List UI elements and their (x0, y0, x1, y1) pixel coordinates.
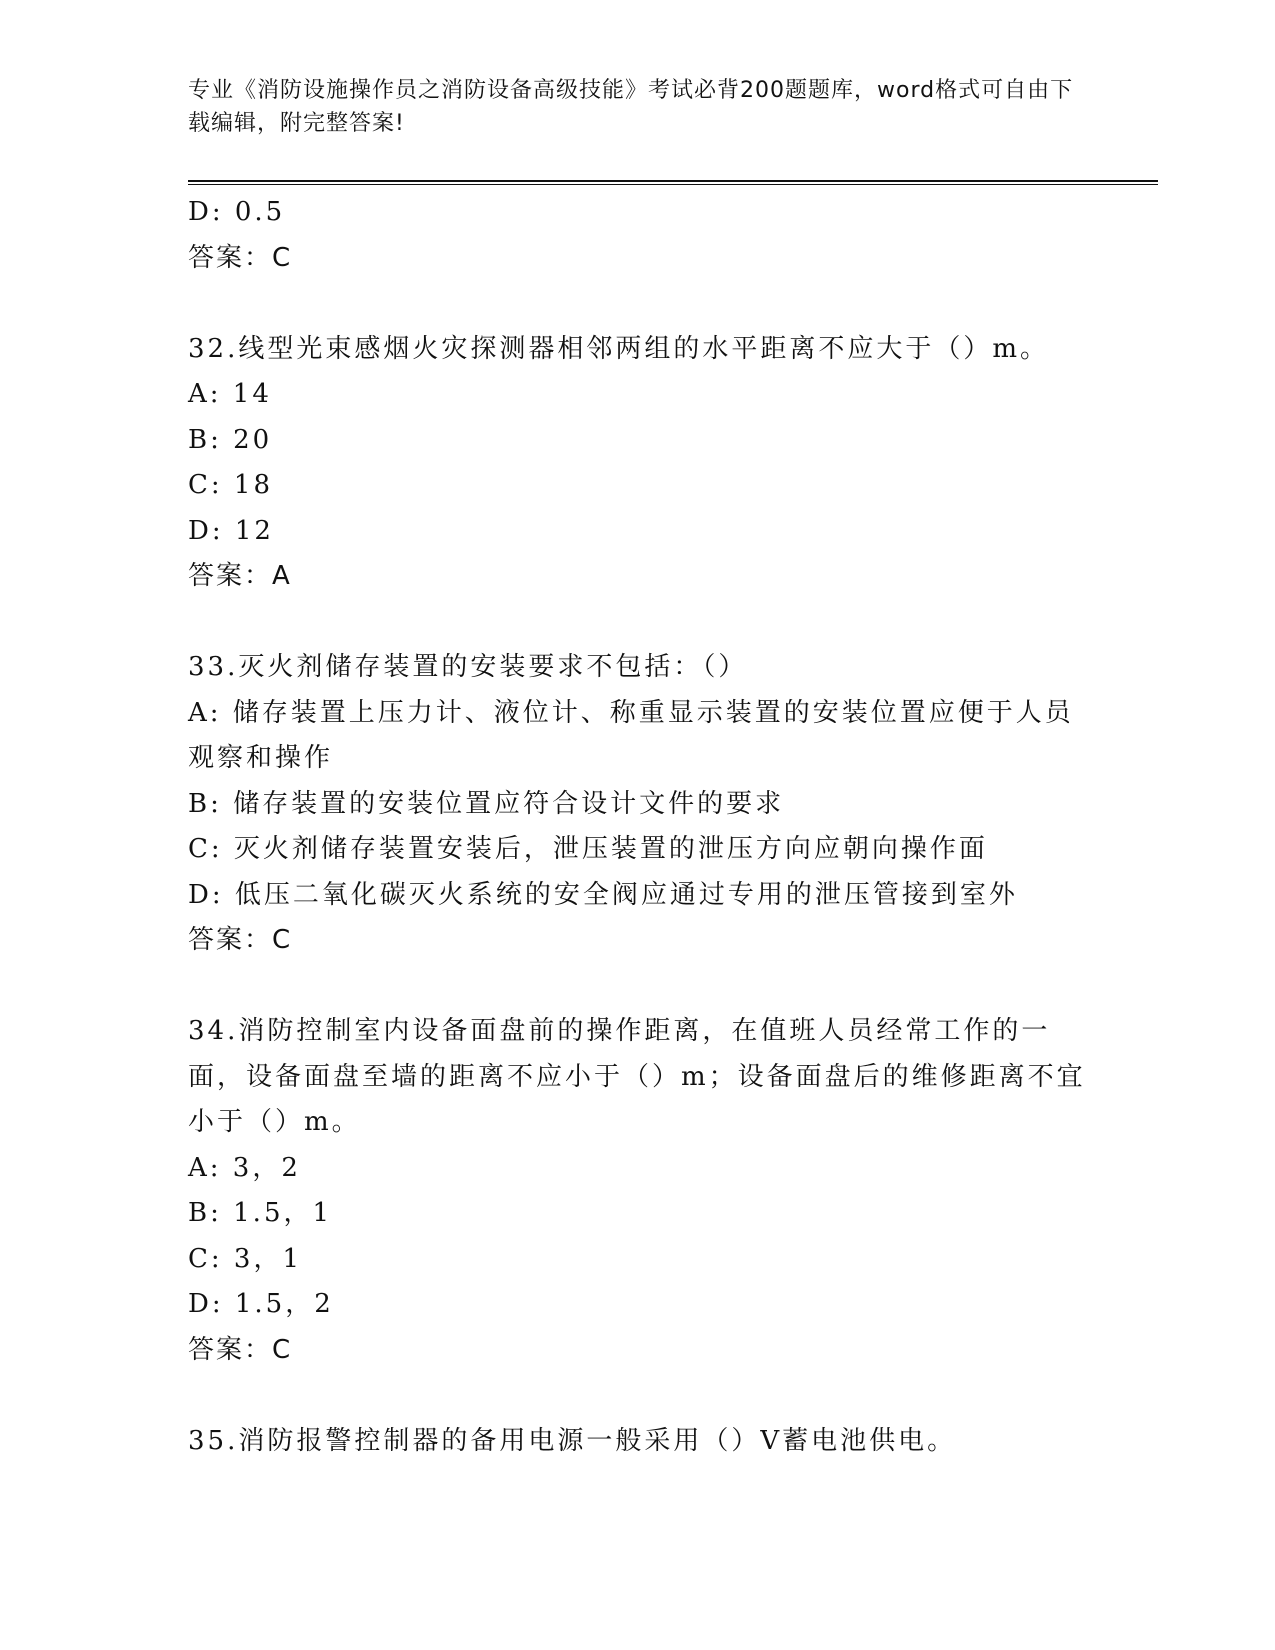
answer-line: 答案：C (188, 925, 293, 955)
option-a: A: 14 (188, 379, 272, 409)
option-c: C: 灭火剂储存装置安装后，泄压装置的泄压方向应朝向操作面 (188, 834, 988, 864)
question-stem: 32.线型光束感烟火灾探测器相邻两组的水平距离不应大于（）m。 (188, 333, 1050, 364)
question-33 (188, 645, 1088, 964)
option-c: C: 3，1 (188, 1243, 303, 1274)
answer-line: 答案：C (188, 242, 293, 273)
answer-line: 答案：C (188, 1334, 293, 1365)
option-b: B: 20 (188, 424, 273, 455)
option-d: D: 1.5，2 (188, 1289, 334, 1319)
option-a: A: 储存装置上压力计、液位计、称重显示装置的安装位置应便于人员观察和操作 (188, 697, 1074, 773)
header-divider-thin (188, 184, 1158, 185)
question-35 (188, 1419, 1088, 1465)
question-stem: 34.消防控制室内设备面盘前的操作距离，在值班人员经常工作的一面，设备面盘至墙的距离不应小于（）m；设备面盘后的维修距离不宜小于（）m。 (188, 1016, 1086, 1137)
option-a: A: 3，2 (188, 1152, 301, 1183)
option-d: D: 低压二氧化碳灭火系统的安全阀应通过专用的泄压管接到室外 (188, 879, 1018, 910)
answer-line: 答案：A (188, 561, 292, 591)
question-34 (188, 1009, 1088, 1373)
option-b: B: 储存装置的安装位置应符合设计文件的要求 (188, 788, 785, 819)
option-d: D: 0.5 (188, 197, 286, 227)
question-32 (188, 327, 1088, 600)
option-b: B: 1.5，1 (188, 1198, 333, 1228)
option-d: D: 12 (188, 515, 274, 546)
question-stem: 35.消防报警控制器的备用电源一般采用（）V蓄电池供电。 (188, 1425, 957, 1456)
option-c: C: 18 (188, 470, 274, 500)
question-stem: 33.灭火剂储存装置的安装要求不包括：（） (188, 652, 748, 682)
question-list (188, 190, 1088, 1464)
header-divider-thick (188, 180, 1158, 182)
question-31-tail (188, 190, 1088, 281)
document-header: 专业《消防设施操作员之消防设备高级技能》考试必背200题题库，word格式可自由下载编辑，附完整答案! (188, 78, 1074, 136)
